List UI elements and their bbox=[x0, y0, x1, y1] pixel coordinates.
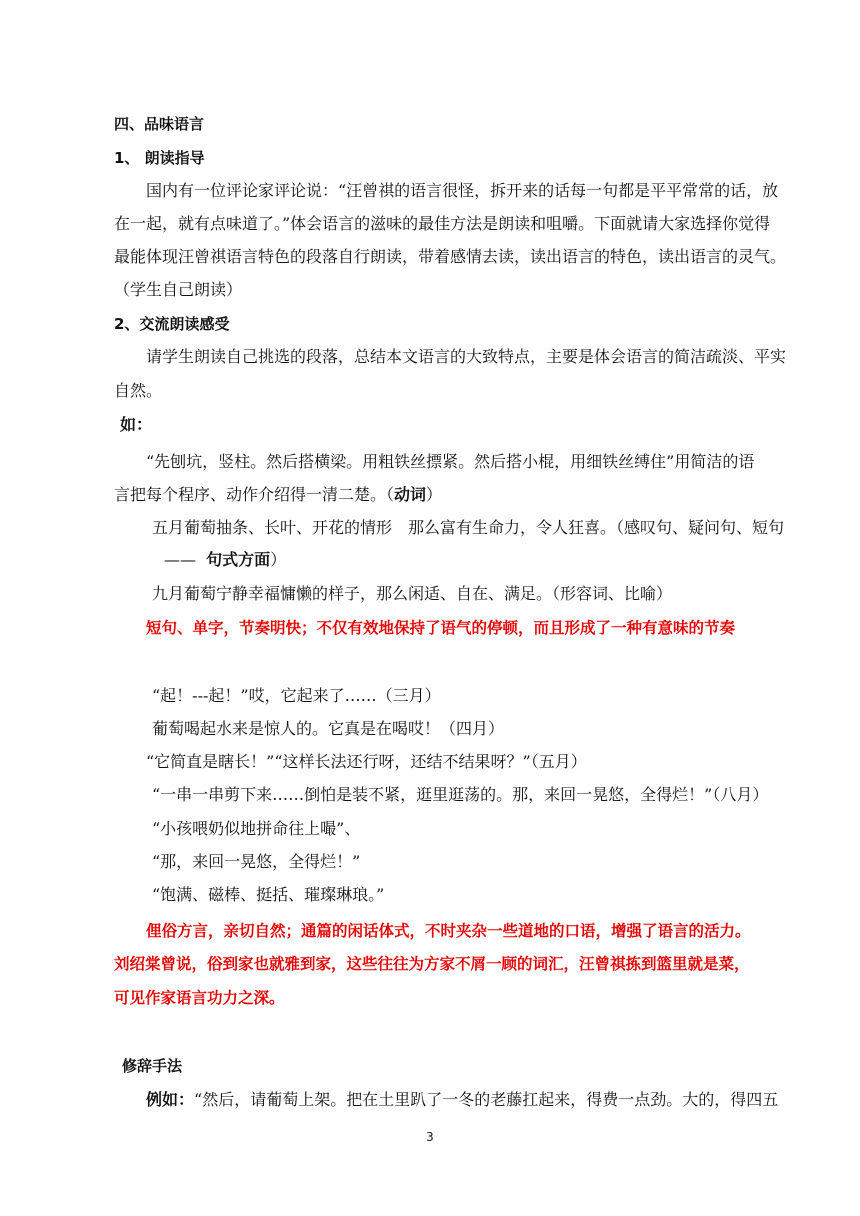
highlight-summary: 刘绍棠曾说，俗到家也就雅到家，这些往往为方家不屑一顾的词汇，汪曾祺拣到篮里就是菜， bbox=[114, 955, 750, 973]
quote-line: “起！---起！”哎，它起来了……（三月） bbox=[152, 686, 441, 705]
example-line: —— 句式方面） bbox=[164, 550, 287, 569]
example-line: 言把每个程序、动作介绍得一清二楚。（动词） bbox=[114, 485, 443, 504]
quote-line: “一串一串剪下来……倒怕是装不紧，逛里逛荡的。那，来回一晃悠，全得烂！”（八月） bbox=[152, 785, 769, 804]
example-label: 如： bbox=[120, 415, 153, 434]
quote-line: “它简直是瞎长！”“这样长法还行呀，还结不结果呀？”（五月） bbox=[146, 752, 587, 771]
example-line: “先刨坑，竖柱。然后搭横梁。用粗铁丝摽紧。然后搭小棍，用细铁丝缚住”用简洁的语 bbox=[146, 452, 755, 471]
highlight-summary: 俚俗方言，亲切自然；通篇的闲话体式，不时夹杂一些道地的口语，增强了语言的活力。 bbox=[146, 922, 751, 940]
paragraph-line: （学生自己朗读） bbox=[114, 280, 243, 299]
emphasis-verb: 动词 bbox=[394, 485, 427, 504]
paragraph-line: 在一起，就有点味道了。”体会语言的滋味的最佳方法是朗读和咀嚼。下面就请大家选择你觉得 bbox=[114, 214, 771, 233]
paragraph-line: 请学生朗读自己挑选的段落，总结本文语言的大致特点，主要是体会语言的简洁疏淡、平实 bbox=[146, 347, 787, 366]
section-heading: 四、品味语言 bbox=[114, 115, 205, 133]
paragraph-line: 国内有一位评论家评论说：“汪曾祺的语言很怪，拆开来的话每一句都是平平常常的话，放 bbox=[146, 181, 779, 200]
example-line: 五月葡萄抽条、长叶、开花的情形 那么富有生命力，令人狂喜。（感叹句、疑问句、短句 bbox=[152, 518, 785, 537]
highlight-summary: 可见作家语言功力之深。 bbox=[114, 989, 285, 1007]
example-line: 九月葡萄宁静幸福慵懒的样子，那么闲适、自在、满足。（形容词、比喻） bbox=[152, 584, 673, 603]
example-line: 例如：“然后，请葡萄上架。把在土里趴了一冬的老藤扛起来，得费一点劲。大的，得四五 bbox=[146, 1090, 779, 1109]
quote-line: “饱满、磁棒、挺括、璀璨琳琅。” bbox=[152, 885, 385, 904]
page-number: 3 bbox=[426, 1130, 434, 1144]
quote-line: “小孩喂奶似地拼命往上嘬”、 bbox=[152, 819, 361, 838]
paragraph-line: 最能体现汪曾祺语言特色的段落自行朗读，带着感情去读，读出语言的特色，读出语言的灵气。 bbox=[114, 247, 787, 266]
quote-line: 葡萄喝起水来是惊人的。它真是在喝哎！（四月） bbox=[152, 719, 505, 738]
highlight-summary: 短句、单字，节奏明快；不仅有效地保持了语气的停顿，而且形成了一种有意味的节奏 bbox=[146, 619, 736, 637]
paragraph-line: 自然。 bbox=[114, 381, 163, 400]
quote-line: “那，来回一晃悠，全得烂！” bbox=[152, 852, 361, 871]
subheading-exchange: 2、交流朗读感受 bbox=[114, 315, 230, 333]
emphasis-sentence-pattern: 句式方面 bbox=[206, 550, 271, 569]
subheading-rhetoric: 修辞手法 bbox=[122, 1057, 183, 1075]
subheading-reading-guide: 1、 朗读指导 bbox=[114, 149, 205, 167]
example-label: 例如： bbox=[146, 1090, 195, 1109]
